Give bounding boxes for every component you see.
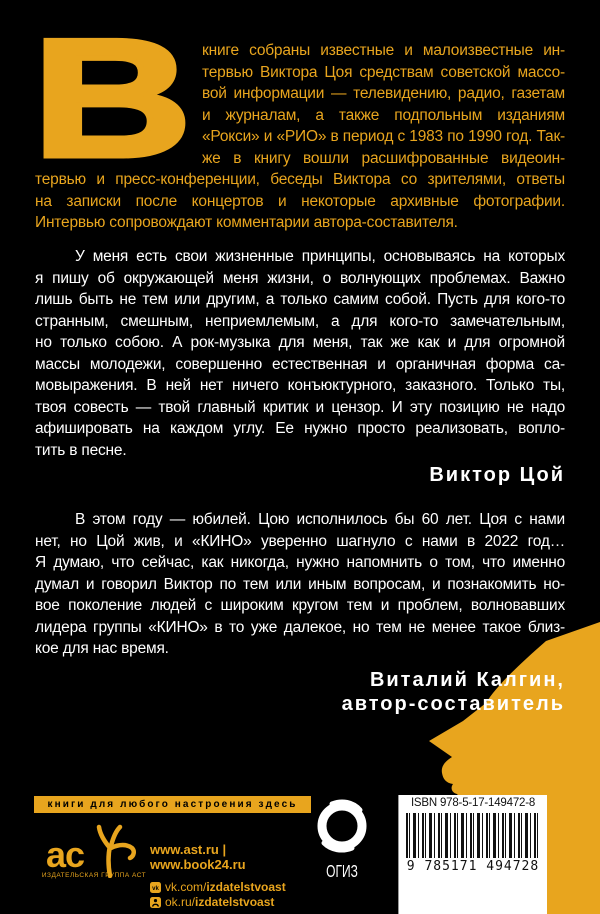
text-line: нет, но Цой жив, и «КИНО» уверенно шагнуло с нами в 2022 год… (35, 532, 565, 550)
ok-link (150, 895, 320, 910)
text-line: вое поколение людей с широким кругом тем и проблем, волновавших (35, 597, 565, 614)
text-line: В этом году — юбилей. Цою исполнилось бы 60 лет. Цоя с нами (75, 511, 565, 528)
text-line: У меня есть свои жизненные принципы, основываясь на которых (75, 248, 565, 265)
text-line: Интервью сопровождают комментарии автора-составителя. (35, 214, 458, 231)
text-line: мовыражения. В ней нет ничего конъюктурного, заказного. Только ты, (35, 377, 565, 394)
text-line: я пишу об окружающей меня жизни, о волнующих проблемах. Важно (35, 269, 565, 287)
text-line: же в книгу вошли расшифрованные видеоин- (202, 149, 565, 167)
ast-logo (38, 820, 150, 882)
text-line: и журналам, а также подпольным изданиям (202, 106, 565, 124)
text-line: «Рокси» и «РИО» в период с 1983 по 1990 год. Так- (202, 128, 565, 145)
text-line: на записки после концертов и некоторые архивные фотографии. (35, 192, 565, 210)
text-line: странным, смешным, неприемлемым, а для кого-то замечательным, (35, 312, 565, 330)
ogiz-logo (312, 798, 372, 882)
quote-text (35, 246, 565, 461)
ogiz-logo-icon (313, 798, 371, 856)
ast-logo-text: ас (46, 834, 85, 875)
editor-signature-name: Виталий Калгин, (369, 669, 565, 691)
annotation-paragraph (32, 4, 565, 234)
editor-signature (342, 668, 565, 716)
quote-paragraph (35, 246, 565, 461)
ok-icon (150, 897, 161, 908)
ok-link-text: ok.ru/izdatelstvoast (165, 895, 275, 909)
text-line: массы молодежи, совершенно естественная и органичная форма са- (35, 355, 565, 373)
text-line: думал и говорил Виктор по тем или иным вопросам, и познакомить но- (35, 575, 565, 593)
text-line: тить в песне. (35, 441, 127, 459)
vk-link-text: vk.com/izdatelstvoast (165, 880, 286, 894)
slogan-banner: книги для любого настроения здесь (34, 796, 311, 813)
isbn-barcode-box (398, 795, 547, 914)
svg-text:vk: vk (152, 886, 159, 892)
text-line: тервью и пресс-конференции, беседы Виктора со зрителями, ответы (35, 171, 565, 188)
text-line: твоя совесть — твой главный критик и цензор. И эту позицию не надо (35, 398, 565, 416)
vk-link (150, 880, 320, 895)
editor-signature-role: автор-составитель (341, 693, 565, 715)
text-line: книге собраны известные и малоизвестные ин- (202, 42, 565, 59)
text-line: Я думаю, что сейчас, как никогда, нужно напомнить о том, что именно (35, 554, 565, 571)
text-line: кое для нас время. (35, 640, 169, 657)
vk-icon (150, 882, 161, 893)
isbn-label: ISBN 978-5-17-149472-8 (410, 797, 536, 809)
text-line: но только собою. А рок-музыка для меня, так же как и для огромной (35, 334, 565, 351)
ast-caption: ИЗДАТЕЛЬСКАЯ ГРУППА АСТ (41, 872, 147, 879)
text-line: афишировать на каждом углу. Ее нужно просто реализовать, вопло- (35, 420, 565, 437)
publisher-links (150, 840, 320, 910)
publisher-websites: www.ast.ru | www.book24.ru (150, 842, 246, 872)
drop-cap: В (32, 4, 193, 192)
ogiz-label: ОГИЗ (326, 862, 358, 882)
barcode-digits: 9 785171 494728 (406, 859, 540, 874)
quote-signature: Виктор Цой (429, 464, 565, 486)
text-line: тервью Виктора Цоя средствам советской массо- (202, 63, 565, 81)
ast-figure-icon (86, 820, 138, 878)
ean13-barcode (406, 813, 540, 858)
text-line: вой информации — телевидению, радио, газетам (202, 85, 565, 102)
text-line: лидера группы «КИНО» в то уже далекое, но тем не менее такое близ- (35, 618, 565, 636)
text-line: лишь быть не тем или другим, а только самим собой. Пусть для кого-то (35, 291, 565, 308)
